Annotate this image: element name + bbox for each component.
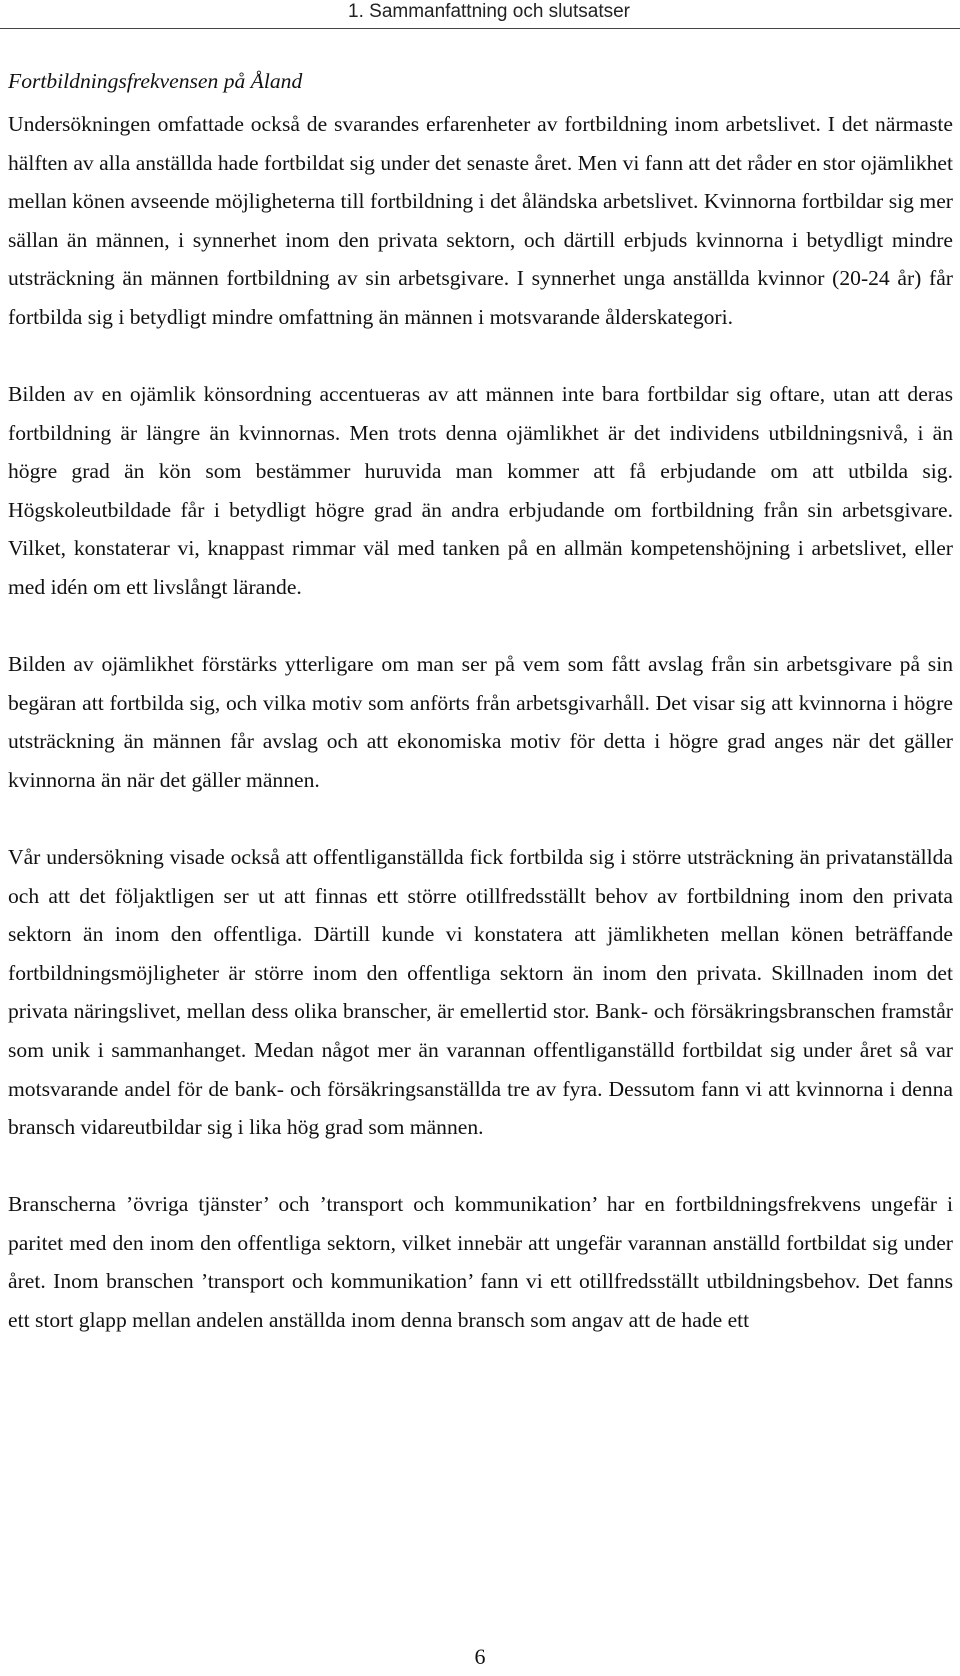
page-number: 6 [474,1644,486,1669]
paragraph: Vår undersökning visade också att offentliganställda fick fortbilda sig i större utsträckning än privatanställda och att det följaktligen ser ut att finnas ett större otillfredsställt behov av fortbildning inom den privata sektorn än inom den offentliga. Därtill kunde vi konstatera att jämlikheten mellan könen beträffande fortbildningsmöjligheter är större inom den offentliga sektorn än inom den privata. Skillnaden inom det privata näringslivet, mellan dess olika branscher, är emellertid stor. Bank- och försäkringsbranschen framstår som unik i sammanhanget. Medan något mer än varannan offentliganställd fortbildat sig under året så var motsvarande andel för de bank- och försäkringsanställda tre av fyra. Dessutom fann vi att kvinnorna i denna bransch vidareutbildar sig i lika hög grad som männen. [8,845,953,1140]
page-body [8,62,953,1378]
paragraph: Bilden av ojämlikhet förstärks ytterligare om man ser på vem som fått avslag från sin arbetsgivare på sin begäran att fortbilda sig, och vilka motiv som anförts från arbetsgivarhåll. Det visar sig att kvinnorna i högre utsträckning än männen får avslag och att ekonomiska motiv för detta i högre grad anges när det gäller kvinnorna än när det gäller männen. [8,652,953,792]
paragraph: Branscherna ’övriga tjänster’ och ’transport och kommunikation’ har en fortbildningsfrekvens ungefär i paritet med den inom den offentliga sektorn, vilket innebär att ungefär varannan anställd fortbildat sig under året. Inom branschen ’transport och kommunikation’ fann vi ett otillfredsställt utbildningsbehov. Det fanns ett stort glapp mellan andelen anställda inom denna bransch som angav att de hade ett [8,1192,953,1333]
header-divider [0,28,960,29]
paragraph: Bilden av en ojämlik könsordning accentueras av att männen inte bara fortbildar sig oftare, utan att deras fortbildning är längre än kvinnornas. Men trots denna ojämlikhet är det individens utbildningsnivå, i än högre grad än kön som bestämmer huruvida man kommer att få erbjudande om att utbilda sig. Högskoleutbildade får i betydligt högre grad än andra erbjudande om fortbildning från sin arbetsgivare. Vilket, konstaterar vi, knappast rimmar väl med tanken på en allmän kompetenshöjning i arbetslivet, eller med idén om ett livslångt lärande. [8,382,953,600]
paragraph: Undersökningen omfattade också de svarandes erfarenheter av fortbildning inom arbetslivet. I det närmaste hälften av alla anställda hade fortbildat sig under det senaste året. Men vi fann att det råder en stor ojämlikhet mellan könen avseende möjligheterna till fortbildning i det åländska arbetslivet. Kvinnorna fortbildar sig mer sällan än männen, i synnerhet inom den privata sektorn, och därtill erbjuds kvinnorna i betydligt mindre utsträckning än männen fortbildning av sin arbetsgivare. I synnerhet unga anställda kvinnor (20-24 år) får fortbilda sig i betydligt mindre omfattning än männen i motsvarande ålderskategori. [8,112,953,329]
section-title: Fortbildningsfrekvensen på Åland [8,69,303,93]
running-header: 1. Sammanfattning och slutsatser [348,1,630,22]
